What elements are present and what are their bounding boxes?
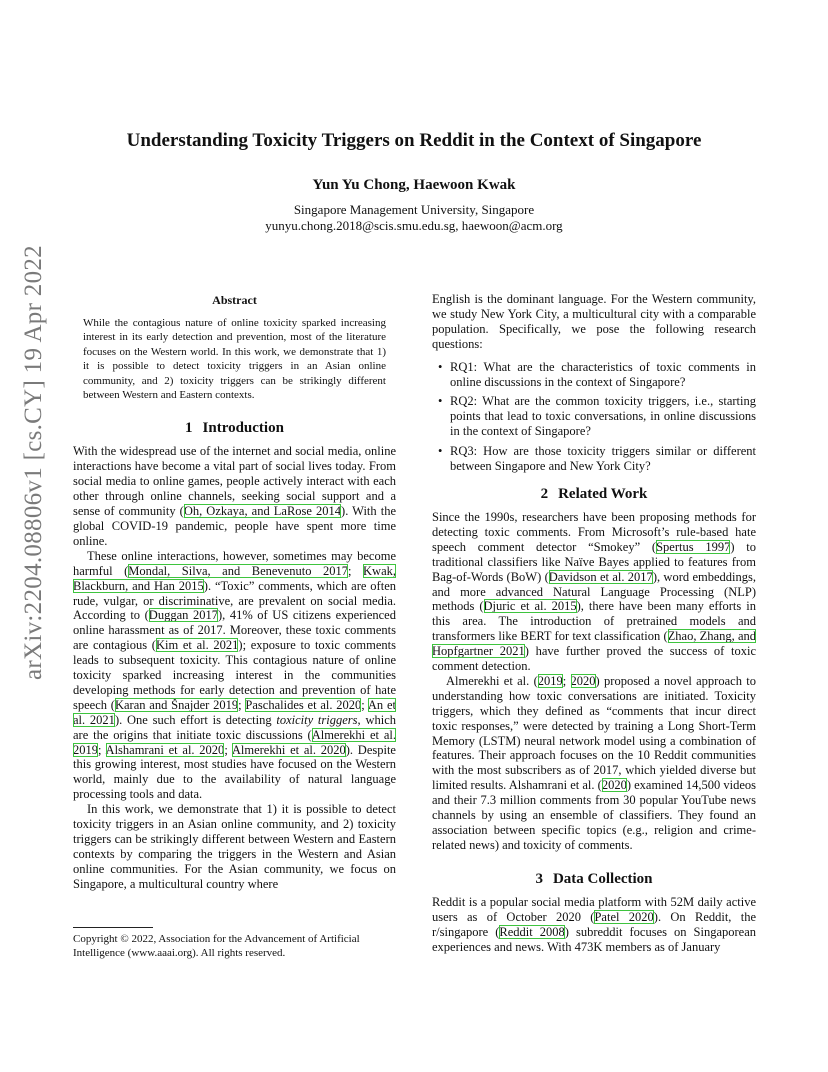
intro-paragraph-2 [73,549,396,802]
research-question-2: • RQ2: What are the common toxicity triggers, i.e., starting points that lead to toxic conversations, in online discussions in the context of Singapore? [432,394,756,439]
intro-continuation: English is the dominant language. For the Western community, we study New York City, a multicultural city with a comparable population. Specifically, we pose the following research questions: [432,292,756,351]
right-column [432,292,756,954]
citation-link[interactable]: Mondal, Silva, and Benevenuto 2017 [128,563,348,578]
research-question-3: • RQ3: How are those toxicity triggers similar or different between Singapore and New York City? [432,444,756,474]
paragraph-text: ; [562,673,571,688]
abstract-text: While the contagious nature of online toxicity sparked increasing interest in its early detection and prevention, most of the literature focuses on the Western world. In this work, we demonstrate that 1) it is possible to detect toxicity triggers in an Asian online community, and 2) toxicity triggers can be strikingly different between Western and Eastern contexts. [83,317,386,402]
intro-paragraph-1 [73,444,396,548]
paragraph-text: ) have further proved the success of toxic comment detection. [432,644,756,674]
citation-link[interactable]: 2019 [537,673,563,688]
section-heading-introduction [73,420,396,437]
citation-link[interactable]: Davidson et al. 2017 [548,569,653,584]
abstract-heading: Abstract [212,293,257,307]
citation-link[interactable]: Almerekhi et al. 2020 [231,742,346,757]
paragraph-text: ), word embeddings, and more advanced Natural Language Processing (NLP) methods ( [432,569,756,614]
citation-link[interactable]: Karan and Šnajder 2019 [114,697,239,712]
emphasis-text: toxicity triggers [276,712,358,727]
paragraph-text: ). With the global COVID-19 pandemic, people have spent more time online. [73,504,396,548]
section-title: Related Work [558,485,648,502]
data-paragraph-1 [432,895,756,955]
author-affiliation [60,202,768,234]
paragraph-text: Reddit is a popular social media platform with 52M daily active users as of October 2020 ( [432,894,756,924]
citation-link[interactable]: Alshamrani et al. 2020 [105,742,225,757]
section-title: Introduction [202,420,284,437]
citation-link[interactable]: Spertus 1997 [656,539,731,554]
citation-link[interactable]: Reddit 2008 [499,924,565,939]
paragraph-text: ; [224,742,232,757]
citation-link[interactable]: Zhao, Zhang, and Hopfgartner 2021 [432,629,756,659]
citation-link[interactable]: 2020 [570,673,596,688]
paragraph-text: ) to traditional classifiers like Naïve Bayes applied to features from Bag-of-Words (BoW) ( [432,539,756,584]
paragraph-text: ) subreddit focuses on Singaporean experiences and news. With 473K members as of January [432,924,756,954]
citation-link[interactable]: Oh, Ozkaya, and LaRose 2014 [183,504,342,519]
paragraph-text: Almerekhi et al. ( [446,673,538,688]
footnote-text: Copyright © 2022, Association for the Advancement of Artificial Intelligence (www.aaai.org). All rights reserved. [73,933,360,959]
intro-paragraph-3: In this work, we demonstrate that 1) it is possible to detect toxicity triggers in an Asian online community, and 2) toxicity triggers can be strikingly different between Western and Eastern contexts by comparing the triggers in the Western and Asian online communities. For the Asian community, we focus on Singapore, a multicultural country where [73,802,396,891]
citation-link[interactable]: 2020 [601,778,627,793]
section-number: 3 [535,870,543,887]
research-question-1: • RQ1: What are the characteristics of toxic comments in online discussions in the context of Singapore? [432,360,756,390]
paragraph-text: ). “Toxic” comments, which are often rude, vulgar, or discriminative, are prevalent on social media. According to ( [73,578,396,623]
paragraph-text: ) proposed a novel approach to understanding how toxic conversations are initiated. Toxicity triggers, which they defined as “comments that incur direct toxic responses,” were detected by training a Long Short-Term Memory (LSTM) neural network model using a combination of features. Their approach focuses on the 10 Reddit communities with the most subscribers as of 2017, which yielded diverse but limited results. Alshamrani et al. ( [432,673,756,793]
footnote-rule [73,927,153,928]
paragraph-text: ). One such effort is detecting [114,712,277,727]
left-column [73,292,396,892]
author-emails: yunyu.chong.2018@scis.smu.edu.sg, haewoon@acm.org [265,218,563,233]
paragraph-text: Since the 1990s, researchers have been proposing methods for detecting toxic comments. From Microsoft’s rule-based hate speech comment detector “Smokey” ( [432,509,756,554]
paper-authors: Yun Yu Chong, Haewoon Kwak [312,177,516,193]
paragraph-text: ; [98,742,106,757]
paragraph-text: ), 41% of US citizens experienced online harassment as of 2017. Moreover, these toxic comments are contagious ( [73,608,396,653]
paragraph-text: , which are the origins that initiate toxic discussions ( [73,712,396,742]
paragraph-text: ), there have been many efforts in this area. The introduction of pretrained models and transformers like BERT for text classification ( [432,599,756,644]
citation-link[interactable]: An et al. 2021 [73,697,396,727]
paragraph-text: ; [361,697,368,712]
paragraph-text: These online interactions, however, sometimes may become harmful ( [73,548,396,578]
citation-link[interactable]: Paschalides et al. 2020 [245,697,362,712]
paragraph-text: ; [348,563,364,578]
section-number: 1 [185,420,193,437]
copyright-footnote [73,927,396,960]
paragraph-text: ). Despite this growing interest, most studies have focused on the Western world, mainly due to the availability of natural language processing tools and data. [73,742,396,802]
citation-link[interactable]: Djuric et al. 2015 [483,599,577,614]
section-title: Data Collection [552,870,653,887]
citation-link[interactable]: Duggan 2017 [148,608,218,623]
section-heading-related-work [432,486,756,503]
arxiv-identifier: arXiv:2204.08806v1 [cs.CY] 19 Apr 2022 [20,245,47,680]
citation-link[interactable]: Kwak, Blackburn, and Han 2015 [73,563,396,593]
paragraph-text: ). On Reddit, the r/singapore ( [432,909,757,939]
related-paragraph-1 [432,510,756,674]
related-paragraph-2 [432,674,756,853]
citation-link[interactable]: Kim et al. 2021 [155,638,239,653]
citation-link[interactable]: Patel 2020 [594,909,654,924]
paragraph-text: ); exposure to toxic comments leads to subsequent toxicity. This contagious nature of online toxicity sparked increasing interest in the communities developing methods for early detection and prevention of hate speech ( [73,638,397,712]
paragraph-text: With the widespread use of the internet and social media, online interactions have become a vital part of social lives today. From social media to online games, people actively interact with each other through online channels, seeking social support and a sense of community ( [73,444,396,519]
paper-title: Understanding Toxicity Triggers on Reddit in the Context of Singapore [126,130,702,151]
affiliation-text: Singapore Management University, Singapore [293,202,535,217]
citation-link[interactable]: Almerekhi et al. 2019 [73,727,396,757]
section-number: 2 [540,485,549,502]
research-questions-list [432,360,756,474]
paragraph-text: ; [238,697,246,712]
section-heading-data-collection [432,871,756,888]
paragraph-text: ) examined 14,500 videos and their 7.3 million comments from 30 popular YouTube news channels by using an ensemble of classifiers. They found an association between specific topics (e.g., religion and crime-related news) and toxicity of comments. [432,778,757,852]
